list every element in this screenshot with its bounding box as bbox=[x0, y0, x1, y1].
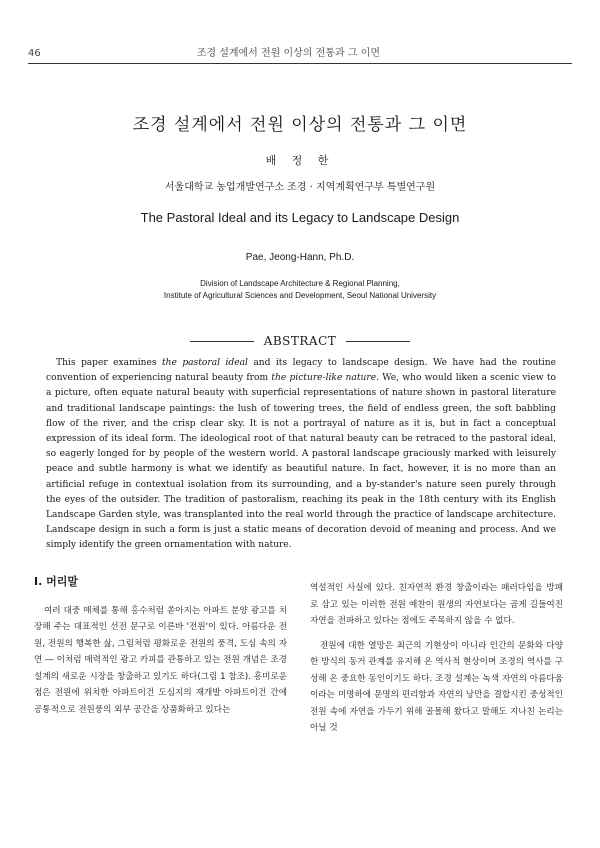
header-rule bbox=[28, 63, 572, 64]
korean-title: 조경 설계에서 전원 이상의 전통과 그 이면 bbox=[132, 115, 468, 135]
abstract-heading bbox=[0, 334, 600, 348]
body-column-right bbox=[310, 580, 563, 737]
page-number: 46 bbox=[28, 48, 41, 59]
body-paragraph: 여러 대중 매체를 통해 홍수처럼 쏟아지는 아파트 분양 광고를 치장해 주는 대표적인 선전 문구로 이른바 '전원'이 있다. 아름다운 전원, 전원의 행복한 삶, 그림처럼 평화로운 전원의 풍격, 도심 속의 자연 ― 이처럼 매력적인 광고 카피를 관통하고 있는 전원 개념은 조경 설계의 새로운 시장을 창출하고 있기도 하다(그림 1 참조). 흥미로운 점은 전원에 위치한 아파트이건 도심지의 재개발 아파트이건 간에 공통적으로 전원풍의 외부 공간을 상품화하고 있다는 bbox=[34, 605, 287, 715]
section-heading: Ⅰ. 머리말 bbox=[34, 575, 78, 588]
abstract-text-part-a: This paper examines bbox=[56, 358, 162, 368]
english-affiliation-line2: Institute of Agricultural Sciences and Development, Seoul National University bbox=[163, 291, 437, 300]
abstract-rule-left bbox=[190, 341, 254, 342]
body-paragraph: 전원에 대한 열망은 최근의 기현상이 아니라 인간의 문화와 다양한 방식의 동거 관계를 유지해 온 역사적 현상이며 조경의 역사를 구성해 온 중요한 동인이기도 하다. 조경 설계는 녹색 자연의 아름다움이라는 미명하에 문명의 편리함과 자연의 낭만을 결합시킨 중성적인 전원 속에 자연을 가두기 위해 골몰해 왔다고 말해도 지나친 논리는 아닐 것 bbox=[310, 640, 563, 733]
body-column-left bbox=[34, 574, 287, 718]
abstract-text-part-c: . We, who would liken a scenic view to a picture, often equate natural beauty with superficial representations of nature shown in pastoral literature and traditional landscape paintings: the lush of towering trees, the field of endless green, the soft babbling flow of the river, and the crisp clear sky. It is not a portrayal of nature as it is, but in fact a conceptual expression of its ideal form. The ideological root of that natural beauty can be retraced to the pastoral ideal, so eagerly longed for by people of the western world. A pastoral landscape graciously marked with leisurely peace and subtle harmony is what we identify as beautiful nature. In fact, however, it is no more than an artificial refuge in contextual isolation from its surrounding, and a by-stander's nature seen purely through the eyes of the outsider. The tradition of pastoralism, reaching its peak in the 18th century with its English Landscape Garden style, was transplanted into the real world through the practice of landscape architecture. Landscape design in such a form is just a static means of decoration devoid of meaning and process. And we simply identify the green ornamentation with nature. bbox=[46, 373, 556, 551]
abstract-rule-right bbox=[346, 341, 410, 342]
english-affiliation-line1: Division of Landscape Architecture & Regional Planning, bbox=[200, 279, 400, 288]
english-author: Pae, Jeong-Hann, Ph.D. bbox=[245, 252, 355, 263]
abstract-text bbox=[46, 356, 556, 554]
body-paragraph-continued: 역설적인 사실에 있다. 친자연적 환경 창출이라는 패러다임을 방패로 삼고 있는 이러한 전원 예찬이 원생의 자연보다는 곱게 길들여진 자연을 전파하고 있다는 점에도 주목하지 않을 수 없다. bbox=[310, 583, 563, 626]
abstract-label: ABSTRACT bbox=[263, 334, 337, 348]
running-title: 조경 설계에서 전원 이상의 전통과 그 이면 bbox=[196, 48, 380, 59]
korean-author: 배 정 한 bbox=[265, 154, 335, 167]
abstract-emphasis-pastoral-ideal: the pastoral ideal bbox=[161, 358, 248, 368]
korean-affiliation: 서울대학교 농업개발연구소 조경 · 지역계획연구부 특별연구원 bbox=[164, 182, 436, 193]
english-title: The Pastoral Ideal and its Legacy to Landscape Design bbox=[140, 210, 460, 225]
running-header bbox=[28, 44, 572, 59]
abstract-text-part-b: and its legacy to landscape design. We have had the routine convention of experiencing natural beauty from bbox=[46, 358, 556, 384]
abstract-emphasis-picture-like-nature: the picture-like nature bbox=[271, 373, 377, 384]
